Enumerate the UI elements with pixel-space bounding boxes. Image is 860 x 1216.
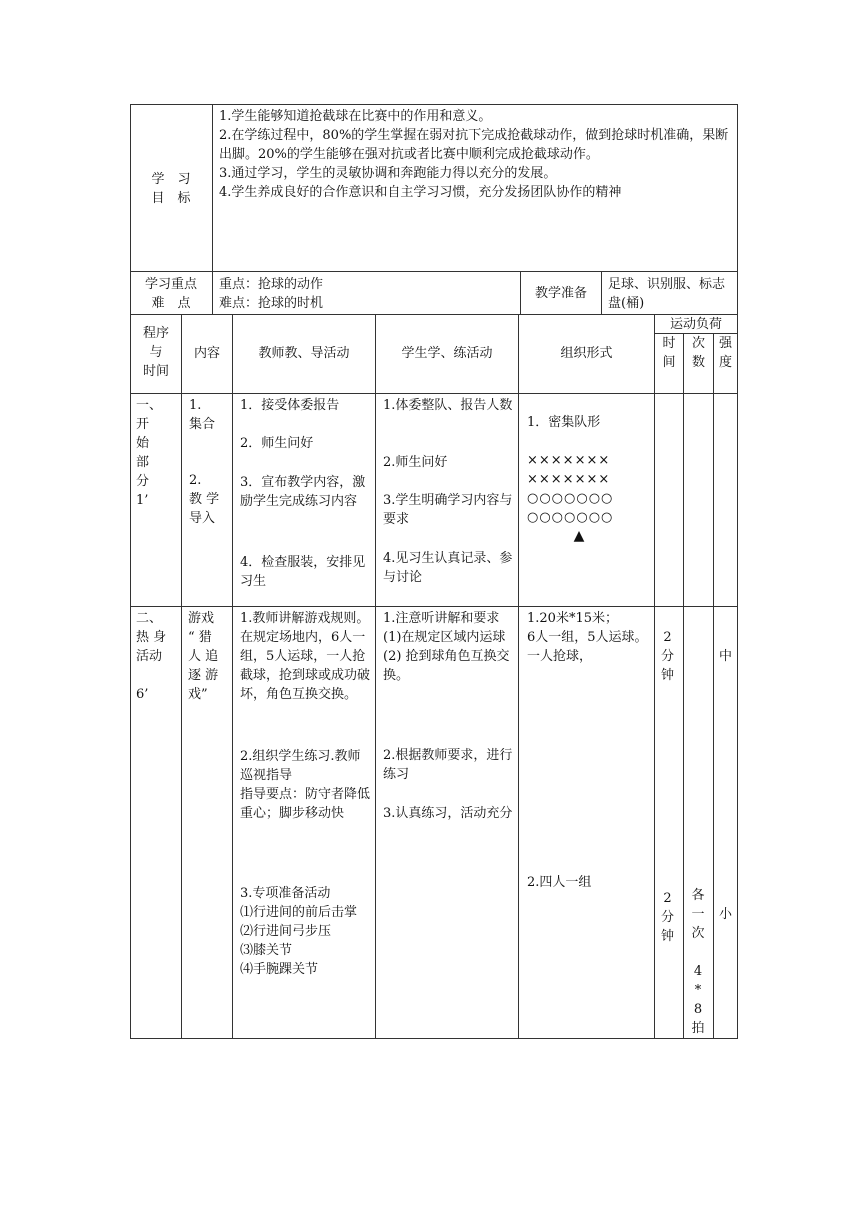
header-teacher: 教师教、导活动 [258,346,350,361]
key-points-label: 学习重点 难 点 [144,277,197,311]
section1-student-4: 4.见习生认真记录、参与讨论 [383,551,513,585]
header-content: 内容 [193,346,220,361]
section2-content: 游戏 “ 猎 人 追 逐 游 戏” [188,611,219,702]
header-count: 次 数 [691,336,705,370]
table-border-bottom [130,1038,738,1039]
section1-content-1: 1. 集合 [189,398,216,432]
section1-teacher-1: 1．接受体委报告 [240,398,340,413]
header-procedure: 程序 与 时间 [142,326,169,379]
section2-teacher-2: 2.组织学生练习.教师巡视指导 指导要点：防守者降低重心；脚步移动快 [240,749,371,821]
section2-count: 各 一 次 4 * 8 拍 [691,888,705,1036]
prep-label: 教学准备 [534,286,587,301]
section1-student-2: 2.师生问好 [383,455,448,470]
formation-row: ○○○○○○○ [527,510,614,525]
header-student: 学生学、练活动 [401,346,493,361]
formation-row: ○○○○○○○ [527,491,614,506]
table-divider [130,271,738,272]
section2-time-1: 2 分 钟 [660,630,674,683]
section1-student-3: 3.学生明确学习内容与要求 [383,493,513,527]
table-divider [518,314,519,1039]
section1-teacher-4: 4．检查服装，安排见习生 [240,555,366,589]
header-intensity: 强 度 [718,336,732,370]
section2-procedure: 二、 热 身 活动 6’ [136,611,167,702]
table-divider [181,314,182,1039]
section2-student-1: 1.注意听讲解和要求 (1)在规定区域内运球 (2) 抢到球角色互换交换。 [383,611,510,683]
header-organization: 组织形式 [560,346,613,361]
table-divider [130,606,738,607]
section1-procedure: 一、 开 始 部 分 1’ [136,398,163,508]
table-border-top [130,104,738,105]
section2-student-3: 3.认真练习，活动充分 [383,806,513,821]
table-divider [232,314,233,1039]
section2-teacher-3: 3.专项准备活动 ⑴行进间的前后击掌 ⑵行进间弓步压 ⑶膝关节 ⑷手腕踝关节 [240,886,358,977]
table-divider [713,333,714,1039]
table-divider [212,104,213,314]
formation-row: ××××××× [527,453,611,468]
header-time: 时 间 [662,336,676,370]
section2-time-2: 2 分 钟 [660,891,674,944]
objectives-label: 学 习 目 标 [151,172,191,206]
section1-teacher-2: 2．师生问好 [240,436,314,451]
teacher-marker: ▲ [573,528,586,544]
formation-row: ××××××× [527,472,611,487]
table-border-left [130,104,131,1039]
section1-content-2: 2. 教 学 导入 [189,473,220,526]
table-divider [375,314,376,1039]
prep-value: 足球、识别服、标志盘(桶) [608,277,726,311]
section2-intensity-1: 中 [718,649,732,664]
objective-item: 4.学生养成良好的合作意识和自主学习习惯，充分发扬团队协作的精神 [219,185,622,200]
section2-student-2: 2.根据教师要求，进行练习 [383,748,513,782]
section2-organization-1: 1.20米*15米； 6人一组，5人运球。一人抢球， [527,611,648,664]
objective-item: 1.学生能够知道抢截球在比赛中的作用和意义。 [219,109,492,124]
section2-intensity-2: 小 [718,907,732,922]
table-divider [130,314,738,315]
difficulty-point: 难点：抢球的时机 [219,296,324,311]
objective-item: 2.在学练过程中，80%的学生掌握在弱对抗下完成抢截球动作，做到抢球时机准确，果断出脚。20%的学生能够在强对抗或者比赛中顺利完成抢截球动作。 [219,128,729,162]
section2-teacher-1: 1.教师讲解游戏规则。在规定场地内，6人一组，5人运球，一人抢截球，抢到球或成功破坏，角色互换交换。 [240,611,371,702]
objectives-list [219,107,733,202]
section1-student-1: 1.体委整队、报告人数 [383,398,513,413]
section1-organization-title: 1．密集队形 [527,415,601,430]
header-load: 运动负荷 [669,317,722,332]
objective-item: 3.通过学习，学生的灵敏协调和奔跑能力得以充分的发展。 [219,166,557,181]
table-divider [130,393,738,394]
formation-diagram [527,451,652,546]
section2-organization-2: 2.四人一组 [527,875,592,890]
table-divider [601,271,602,314]
section1-teacher-3: 3．宣布教学内容，激励学生完成练习内容 [240,475,366,509]
table-border-right [737,104,738,1039]
key-point: 重点：抢球的动作 [219,277,324,292]
